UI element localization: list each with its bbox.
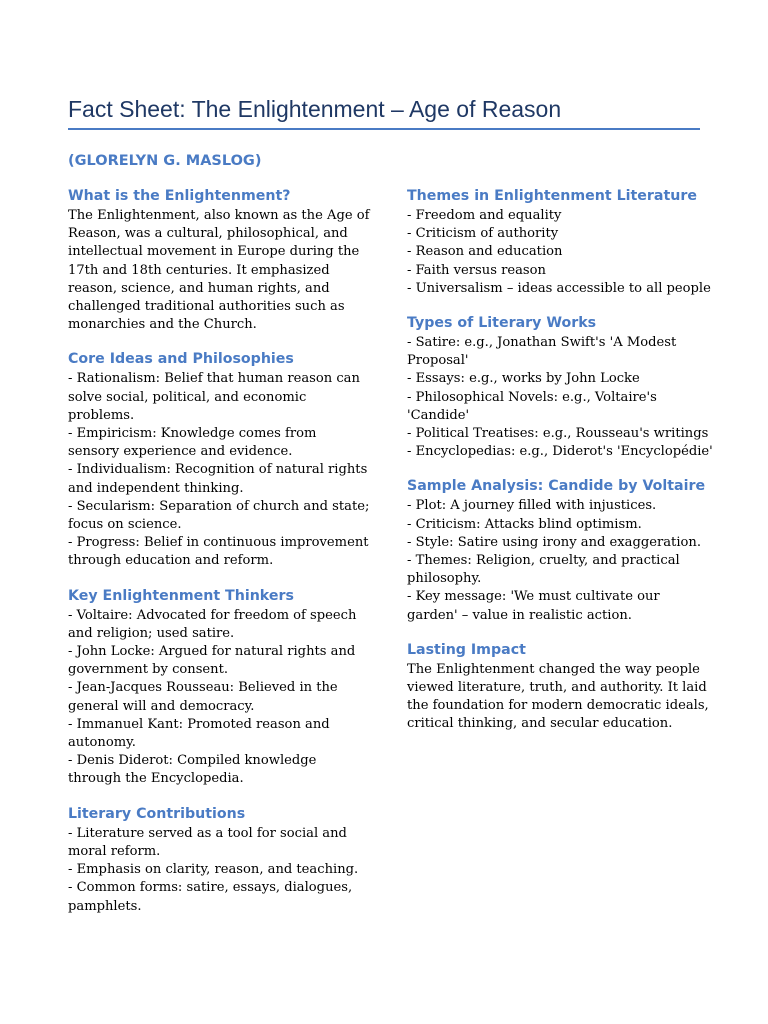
section-heading: Lasting Impact bbox=[407, 641, 526, 658]
text-line: viewed literature, truth, and authority. It laid bbox=[407, 680, 707, 696]
text-line: The Enlightenment changed the way people bbox=[407, 661, 700, 677]
text-line: sensory experience and evidence. bbox=[68, 444, 293, 460]
section-heading: Core Ideas and Philosophies bbox=[68, 351, 294, 368]
text-line: - Immanuel Kant: Promoted reason and bbox=[68, 716, 330, 732]
section-types-of-works bbox=[407, 313, 713, 461]
text-line: solve social, political, and economic bbox=[68, 389, 307, 405]
text-line: - Philosophical Novels: e.g., Voltaire's bbox=[407, 389, 657, 405]
text-line: - Common forms: satire, essays, dialogues, bbox=[68, 880, 353, 896]
text-line: and independent thinking. bbox=[68, 480, 244, 496]
left-column bbox=[68, 186, 370, 916]
title-divider bbox=[68, 128, 700, 130]
section-heading: What is the Enlightenment? bbox=[68, 188, 291, 204]
section-literary-contributions bbox=[68, 804, 366, 916]
text-line: challenged traditional authorities such as bbox=[68, 299, 345, 315]
section-heading: Types of Literary Works bbox=[407, 315, 597, 332]
text-line: - John Locke: Argued for natural rights and bbox=[68, 644, 356, 660]
text-line: intellectual movement in Europe during the bbox=[68, 244, 360, 260]
section-heading: Themes in Enlightenment Literature bbox=[407, 188, 697, 204]
section-body bbox=[68, 207, 370, 334]
right-column bbox=[407, 186, 713, 734]
text-line: pamphlets. bbox=[68, 898, 142, 914]
text-line: moral reform. bbox=[68, 843, 161, 859]
section-key-thinkers bbox=[68, 586, 366, 789]
text-line: 17th and 18th centuries. It emphasized bbox=[68, 262, 330, 278]
text-line: - Individualism: Recognition of natural rights bbox=[68, 462, 368, 478]
text-line: - Emphasis on clarity, reason, and teaching. bbox=[68, 862, 359, 878]
text-line: - Secularism: Separation of church and state; bbox=[68, 498, 370, 514]
text-line: The Enlightenment, also known as the Age of bbox=[68, 208, 370, 223]
text-line: focus on science. bbox=[68, 517, 182, 533]
section-body bbox=[407, 661, 707, 734]
section-body bbox=[407, 497, 707, 624]
text-line: - Essays: e.g., works by John Locke bbox=[407, 371, 640, 387]
section-sample-analysis bbox=[407, 476, 707, 624]
text-line: garden' – value in realistic action. bbox=[407, 607, 632, 623]
text-line: Reason, was a cultural, philosophical, and bbox=[68, 226, 348, 242]
text-line: - Jean-Jacques Rousseau: Believed in the bbox=[68, 680, 338, 696]
section-body bbox=[68, 825, 366, 916]
section-themes bbox=[407, 186, 711, 298]
text-line: and religion; used satire. bbox=[68, 625, 235, 641]
section-body bbox=[68, 607, 366, 789]
text-line: - Empiricism: Knowledge comes from bbox=[68, 426, 317, 442]
text-line: - Faith versus reason bbox=[407, 262, 546, 278]
text-line: - Political Treatises: e.g., Rousseau's writings bbox=[407, 426, 709, 442]
text-line: autonomy. bbox=[68, 735, 136, 751]
section-body bbox=[407, 207, 711, 298]
text-line: government by consent. bbox=[68, 662, 229, 678]
section-body bbox=[407, 334, 713, 461]
text-line: - Literature served as a tool for social and bbox=[68, 825, 347, 841]
text-line: - Universalism – ideas accessible to all people bbox=[407, 280, 711, 296]
text-line: - Rationalism: Belief that human reason can bbox=[68, 371, 360, 387]
page-title: Fact Sheet: The Enlightenment – Age of Reason bbox=[68, 96, 562, 122]
text-line: - Themes: Religion, cruelty, and practical bbox=[407, 553, 680, 569]
text-line: reason, science, and human rights, and bbox=[68, 280, 330, 296]
section-what-is bbox=[68, 186, 370, 334]
text-line: 'Candide' bbox=[407, 407, 470, 423]
text-line: - Style: Satire using irony and exaggeration. bbox=[407, 534, 701, 550]
section-heading: Key Enlightenment Thinkers bbox=[68, 587, 294, 604]
text-line: through the Encyclopedia. bbox=[68, 771, 244, 787]
text-line: philosophy. bbox=[407, 571, 482, 587]
text-line: - Criticism: Attacks blind optimism. bbox=[407, 516, 642, 532]
section-heading: Sample Analysis: Candide by Voltaire bbox=[407, 478, 706, 495]
section-core-ideas bbox=[68, 349, 370, 570]
text-line: - Encyclopedias: e.g., Diderot's 'Encyclopédie' bbox=[407, 444, 713, 460]
text-line: problems. bbox=[68, 407, 135, 423]
text-line: monarchies and the Church. bbox=[68, 317, 257, 333]
text-line: - Key message: 'We must cultivate our bbox=[407, 589, 660, 605]
text-line: - Voltaire: Advocated for freedom of speech bbox=[68, 607, 357, 623]
text-line: general will and democracy. bbox=[68, 698, 255, 714]
section-body bbox=[68, 370, 370, 570]
section-heading: Literary Contributions bbox=[68, 805, 246, 822]
text-line: - Reason and education bbox=[407, 244, 563, 260]
text-line: through education and reform. bbox=[68, 553, 274, 569]
text-line: - Progress: Belief in continuous improvement bbox=[68, 535, 369, 551]
text-line: - Denis Diderot: Compiled knowledge bbox=[68, 753, 317, 769]
text-line: - Criticism of authority bbox=[407, 226, 559, 242]
text-line: the foundation for modern democratic ideals, bbox=[407, 698, 709, 714]
text-line: - Satire: e.g., Jonathan Swift's 'A Modest bbox=[407, 335, 677, 351]
text-line: - Plot: A journey filled with injustices. bbox=[407, 498, 657, 514]
section-lasting-impact bbox=[407, 640, 707, 734]
text-line: - Freedom and equality bbox=[407, 208, 562, 223]
author-name: (GLORELYN G. MASLOG) bbox=[68, 153, 262, 169]
text-line: Proposal' bbox=[407, 353, 469, 369]
text-line: critical thinking, and secular education. bbox=[407, 716, 673, 732]
